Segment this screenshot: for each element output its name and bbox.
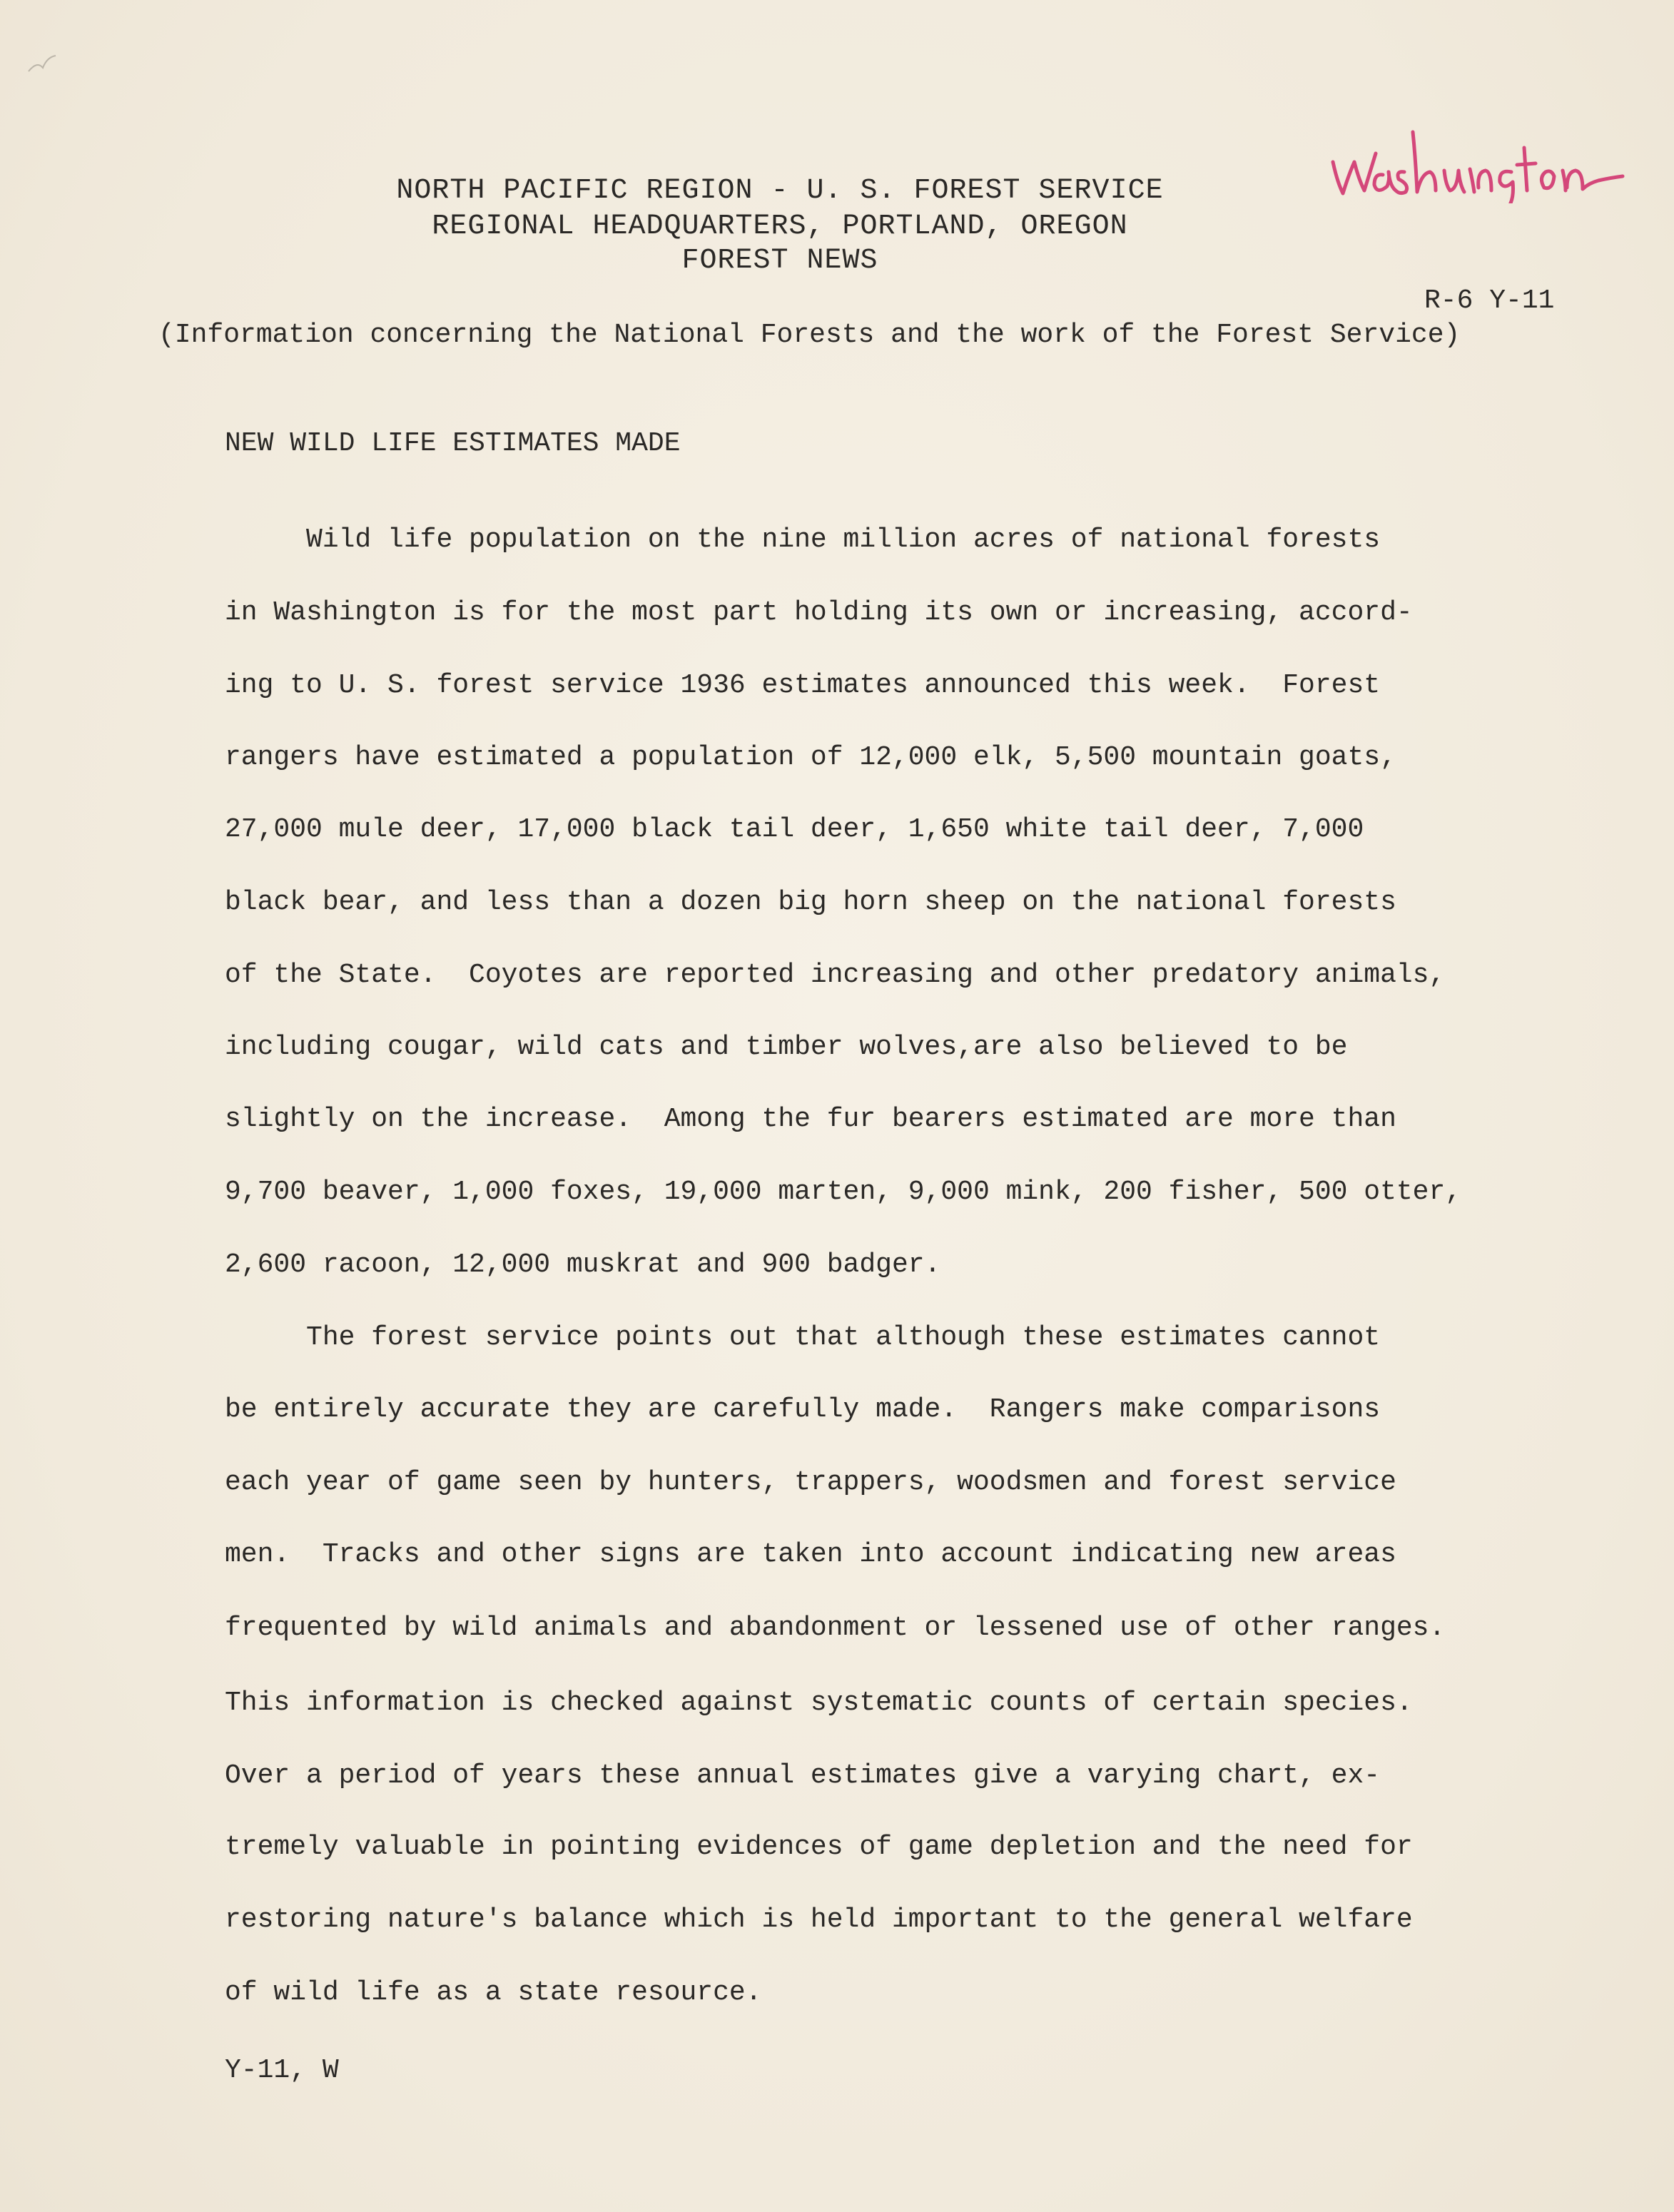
story-line: slightly on the increase. Among the fur bearers estimated are more than [225, 1104, 1396, 1135]
story-title: NEW WILD LIFE ESTIMATES MADE [225, 428, 681, 459]
info-subtitle: (Information concerning the National Forests and the work of the Forest Service) [158, 320, 1461, 350]
story-line: restoring nature's balance which is held important to the general welfare [225, 1904, 1413, 1935]
story-line: tremely valuable in pointing evidences of game depletion and the need for [225, 1832, 1413, 1862]
story-line: frequented by wild animals and abandonment or lessened use of other ranges. [225, 1613, 1446, 1643]
story-line: 27,000 mule deer, 17,000 black tail deer, 1,650 white tail deer, 7,000 [225, 814, 1364, 845]
story-line: be entirely accurate they are carefully made. Rangers make comparisons [225, 1394, 1381, 1425]
story-line: men. Tracks and other signs are taken into account indicating new areas [225, 1539, 1396, 1570]
story-line: Over a period of years these annual estimates give a varying chart, ex- [225, 1760, 1381, 1791]
story-line: black bear, and less than a dozen big horn sheep on the national forests [225, 887, 1396, 918]
story-line: ing to U. S. forest service 1936 estimates announced this week. Forest [225, 670, 1381, 701]
story-line: Wild life population on the nine million acres of national forests [225, 524, 1381, 555]
pencil-mark-icon [21, 43, 71, 93]
story-line: 9,700 beaver, 1,000 foxes, 19,000 marten, 9,000 mink, 200 fisher, 500 otter, [225, 1177, 1462, 1207]
story-line: each year of game seen by hunters, trappers, woodsmen and forest service [225, 1467, 1396, 1498]
footer-code: Y-11, W [225, 2055, 339, 2086]
story-line: including cougar, wild cats and timber wolves,are also believed to be [225, 1032, 1348, 1062]
story-line: in Washington is for the most part holding its own or increasing, accord- [225, 597, 1413, 628]
story-line: 2,600 racoon, 12,000 muskrat and 900 badger. [225, 1249, 941, 1280]
header-headquarters: REGIONAL HEADQUARTERS, PORTLAND, OREGON [432, 210, 1128, 243]
serial-number: R-6 Y-11 [1424, 285, 1555, 316]
story-line: The forest service points out that although these estimates cannot [225, 1322, 1381, 1353]
handwritten-annotation [1327, 125, 1627, 203]
story-line: of wild life as a state resource. [225, 1977, 762, 2008]
story-line: This information is checked against systematic counts of certain species. [225, 1688, 1413, 1718]
story-line: of the State. Coyotes are reported increasing and other predatory animals, [225, 960, 1446, 990]
story-line: rangers have estimated a population of 12,000 elk, 5,500 mountain goats, [225, 742, 1396, 773]
header-publication: FOREST NEWS [681, 245, 878, 277]
header-region: NORTH PACIFIC REGION - U. S. FOREST SERVICE [396, 175, 1164, 207]
